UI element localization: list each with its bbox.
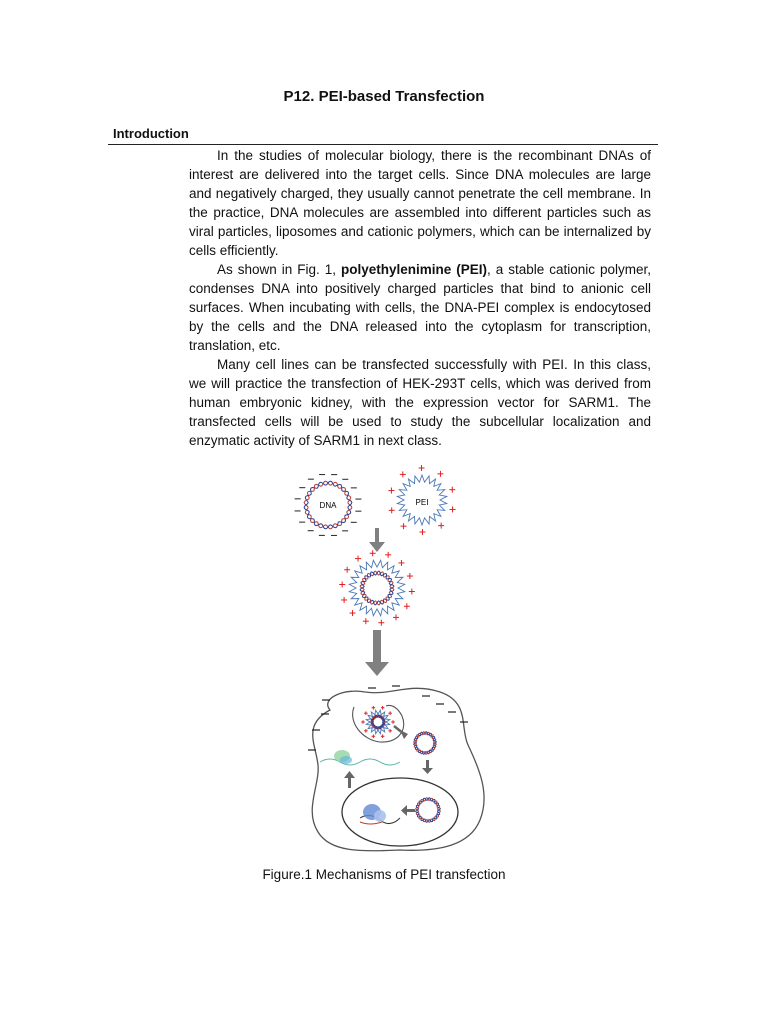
pei-transfection-figure bbox=[290, 460, 500, 860]
page-title: P12. PEI-based Transfection bbox=[283, 88, 485, 105]
dna-pei-complex bbox=[339, 550, 415, 625]
section-divider bbox=[108, 144, 658, 145]
paragraph-text: , a stable cationic polymer, condenses DNA into positively charged particles that bind to anionic cell surfaces. When incubating with cells, the DNA-PEI complex is endocytosed by the cells and the DNA released into the cytoplasm for transcription, translation, etc. bbox=[189, 262, 651, 353]
nucleus bbox=[342, 778, 458, 846]
paragraph-text: Many cell lines can be transfected successfully with PEI. In this class, we will practice the transfection of HEK-293T cells, which was derived from human embryonic kidney, with the expression vector for SARM1. The transfected cells will be used to study the subcellular localization and enzymatic activity of SARM1 in next class. bbox=[189, 357, 651, 448]
released-dna bbox=[414, 732, 437, 755]
bold-term: polyethylenimine (PEI) bbox=[340, 262, 487, 277]
intro-paragraph bbox=[189, 146, 651, 260]
paragraph-text: In the studies of molecular biology, there is the recombinant DNAs of interest are delivered into the target cells. Since DNA molecules are large and negatively charged, they usually cannot penetrate the cell membrane. In the practice, DNA molecules are assembled into different particles such as viral particles, liposomes and cationic polymers, which can be internalized by cells efficiently. bbox=[189, 148, 651, 258]
pei-label: PEI bbox=[415, 498, 429, 507]
arrow-down-2 bbox=[365, 630, 389, 676]
introduction-body bbox=[189, 146, 651, 450]
nuclear-dna bbox=[416, 798, 441, 823]
transcription-complex bbox=[360, 804, 400, 824]
intro-paragraph bbox=[189, 355, 651, 450]
paragraph-text: As shown in Fig. 1, bbox=[217, 262, 341, 277]
cell-surface-charges bbox=[308, 686, 468, 750]
arrow-down-1 bbox=[369, 528, 385, 552]
section-heading: Introduction bbox=[113, 126, 189, 141]
intro-paragraph bbox=[189, 260, 651, 355]
cell bbox=[312, 688, 484, 851]
ribosome-translation bbox=[320, 750, 400, 765]
dna-label: DNA bbox=[319, 501, 337, 510]
endosome-complex bbox=[361, 706, 395, 738]
figure-caption: Figure.1 Mechanisms of PEI transfection bbox=[262, 867, 506, 882]
